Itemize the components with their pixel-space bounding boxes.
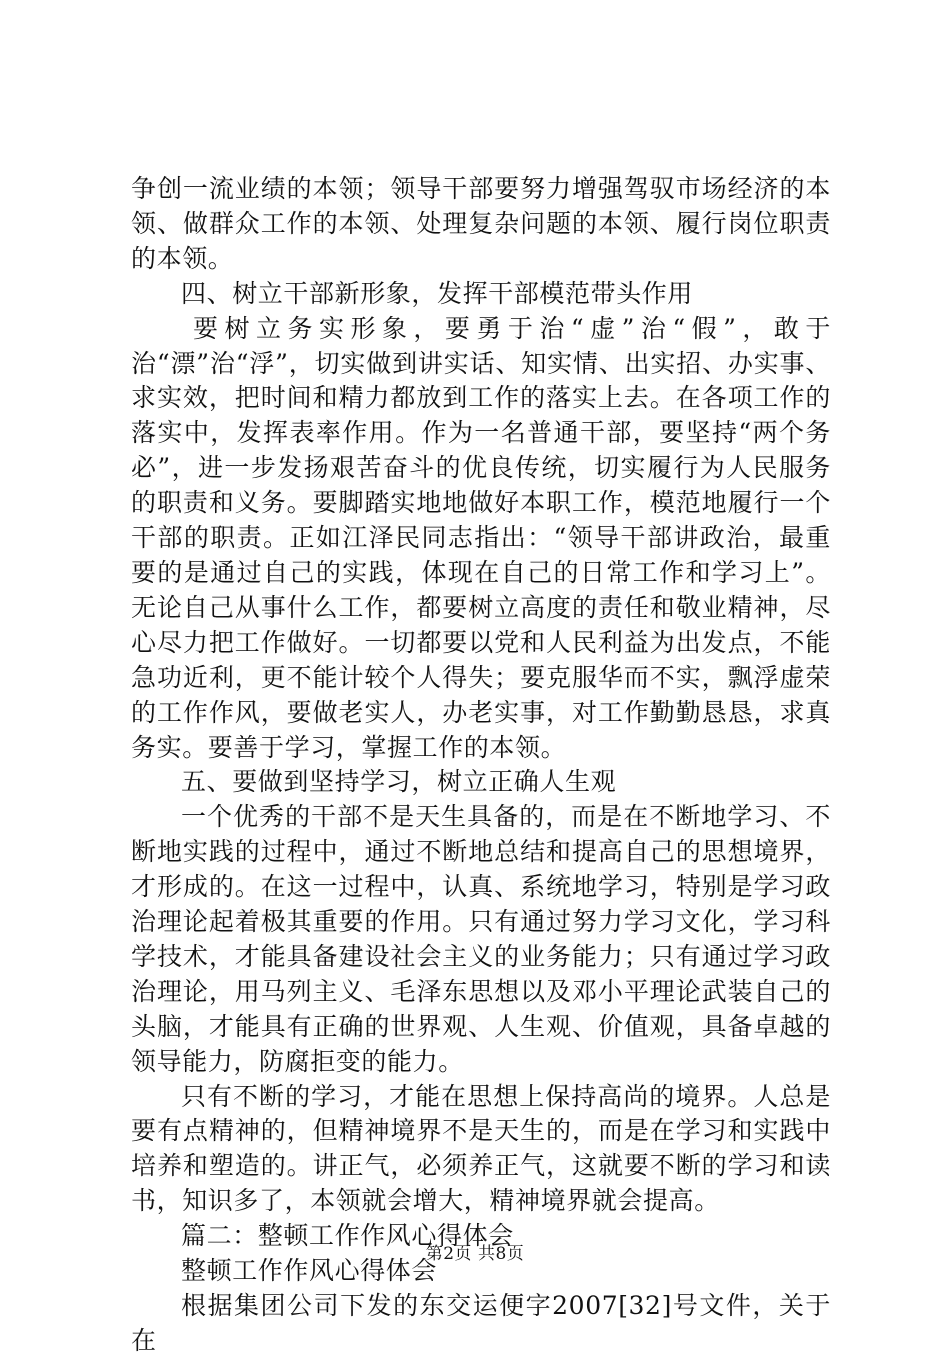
paragraph-study-importance: 一个优秀的干部不是天生具备的，而是在不断地学习、不断地实践的过程中，通过不断地总结和提高自己的思想境界，才形成的。在这一过程中，认真、系统地学习，特别是学习政治理论起着极其重要的作用。只有通过努力学习文化，学习科学技术，才能具备建设社会主义的业务能力；只有通过学习政治理论，用马列主义、毛泽东思想以及邓小平理论武装自己的头脑，才能具有正确的世界观、人生观、价值观，具备卓越的领导能力，防腐拒变的能力。	[131, 802, 831, 1076]
page-number-footer: 第2页 共8页	[425, 1244, 525, 1264]
paragraph-article-two-intro: 根据集团公司下发的东交运便字2007[32]号文件，关于在	[131, 1291, 831, 1355]
section-heading-five: 五、要做到坚持学习，树立正确人生观	[181, 767, 617, 797]
paragraph-continuous-learning: 只有不断的学习，才能在思想上保持高尚的境界。人总是要有点精神的，但精神境界不是天生的，而是在学习和实践中培养和塑造的。讲正气，必须养正气，这就要不断的学习和读书，知识多了，本领就会增大，精神境界就会提高。	[131, 1081, 831, 1216]
article-two-title: 整顿工作作风心得体会	[181, 1256, 438, 1286]
section-heading-four: 四、树立干部新形象，发挥干部模范带头作用	[181, 278, 694, 308]
document-body	[131, 172, 831, 1359]
paragraph-pragmatic-image: 要树立务实形象，要勇于治“虚”治“假”，敢于治“漂”治“浮”，切实做到讲实话、知实情、出实招、办实事、求实效，把时间和精力都放到工作的落实上去。在各项工作的落实中，发挥表率作用。作为一名普通干部，要坚持“两个务必”，进一步发扬艰苦奋斗的优良传统，切实履行为人民服务的职责和义务。要脚踏实地地做好本职工作，模范地履行一个干部的职责。正如江泽民同志指出：“领导干部讲政治，最重要的是通过自己的实践，体现在自己的日常工作和学习上”。无论自己从事什么工作，都要树立高度的责任和敬业精神，尽心尽力把工作做好。一切都要以党和人民利益为出发点，不能急功近利，更不能计较个人得失；要克服华而不实，飘浮虚荣的工作作风，要做老实人，办老实事，对工作勤勤恳恳，求真务实。要善于学习，掌握工作的本领。	[131, 313, 831, 762]
paragraph-continuation: 争创一流业绩的本领；领导干部要努力增强驾驭市场经济的本领、做群众工作的本领、处理复杂问题的本领、履行岗位职责的本领。	[131, 174, 831, 273]
article-two-heading: 篇二：整顿工作作风心得体会	[181, 1221, 514, 1251]
